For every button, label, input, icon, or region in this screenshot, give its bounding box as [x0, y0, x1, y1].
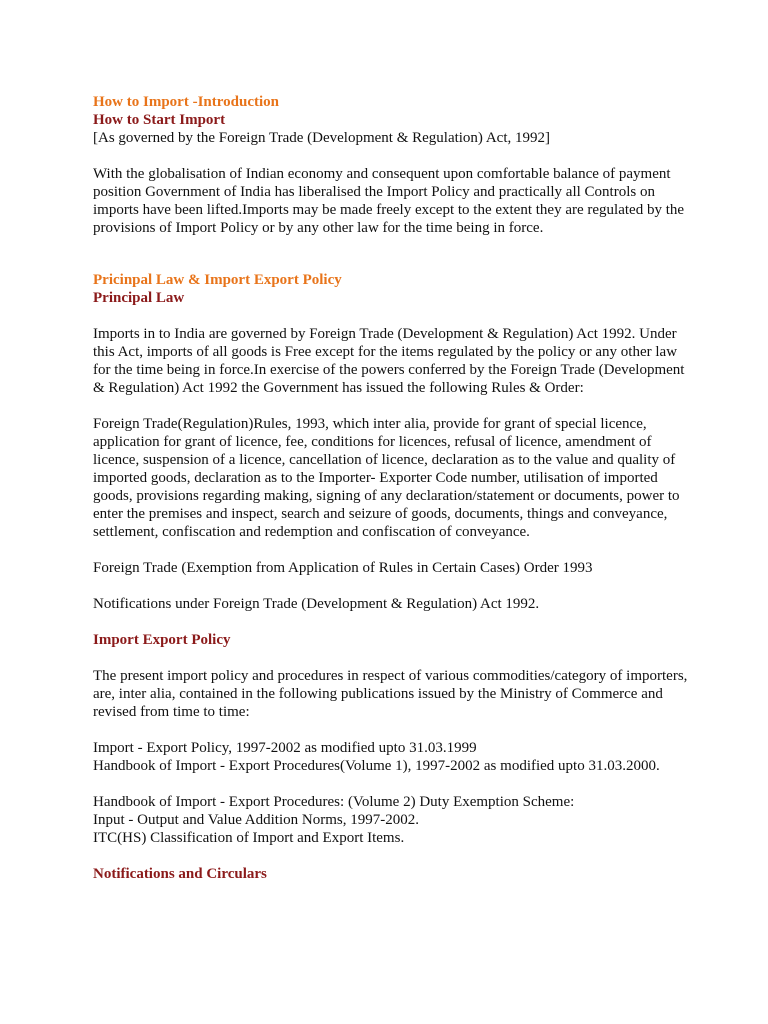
policy-line-3: Handbook of Import - Export Procedures: (Volume 2) Duty Exemption Scheme: — [93, 794, 575, 810]
start-import-subheading: How to Start Import — [93, 112, 226, 128]
policy-paragraph: The present import policy and procedures in respect of various commodities/category of importers, are, inter alia, contained in the following publications issued by the Ministry of Commerce and revised from time to time: — [93, 668, 688, 720]
principal-law-paragraph: Imports in to India are governed by Foreign Trade (Development & Regulation) Act 1992. Under this Act, imports of all goods is Free except for the items regulated by the policy or any other law for the time being in force.In exercise of the powers conferred by the Foreign Trade (Development & Regulation) Act 1992 the Government has issued the following Rules & Order: — [93, 326, 685, 396]
principal-law-subheading: Principal Law — [93, 290, 185, 306]
policy-line-4: Input - Output and Value Addition Norms, 1997-2002. — [93, 812, 419, 828]
policy-line-5: ITC(HS) Classification of Import and Export Items. — [93, 830, 405, 846]
intro-heading: How to Import -Introduction — [93, 94, 279, 110]
policy-line-2: Handbook of Import - Export Procedures(Volume 1), 1997-2002 as modified upto 31.03.2000. — [93, 758, 660, 774]
import-export-policy-heading: Import Export Policy — [93, 632, 231, 648]
intro-paragraph: With the globalisation of Indian economy and consequent upon comfortable balance of payment position Government of India has liberalised the Import Policy and practically all Controls on imports have been lifted.Imports may be made freely except to the extent they are regulated by the provisions of Import Policy or by any other law for the time being in force. — [93, 166, 685, 236]
principal-law-heading: Pricinpal Law & Import Export Policy — [93, 272, 342, 288]
rules-paragraph: Foreign Trade(Regulation)Rules, 1993, which inter alia, provide for grant of special licence, application for grant of licence, fee, conditions for licences, refusal of licence, amendment of licence, suspension of a licence, cancellation of licence, declaration as to the value and quality of imported goods, declaration as to the Importer- Exporter Code number, utilisation of imported goods, provisions regarding making, signing of any declaration/statement or documents, power to enter the premises and inspect, search and seizure of goods, documents, things and conveyance, settlement, confiscation and redemption and confiscation of conveyance. — [93, 416, 680, 540]
document-page — [93, 93, 693, 883]
notifications-act-text: Notifications under Foreign Trade (Development & Regulation) Act 1992. — [93, 596, 540, 612]
exemption-order-text: Foreign Trade (Exemption from Application of Rules in Certain Cases) Order 1993 — [93, 560, 593, 576]
policy-line-1: Import - Export Policy, 1997-2002 as modified upto 31.03.1999 — [93, 740, 477, 756]
governed-by-text: [As governed by the Foreign Trade (Development & Regulation) Act, 1992] — [93, 130, 551, 146]
notifications-circulars-heading: Notifications and Circulars — [93, 866, 267, 882]
